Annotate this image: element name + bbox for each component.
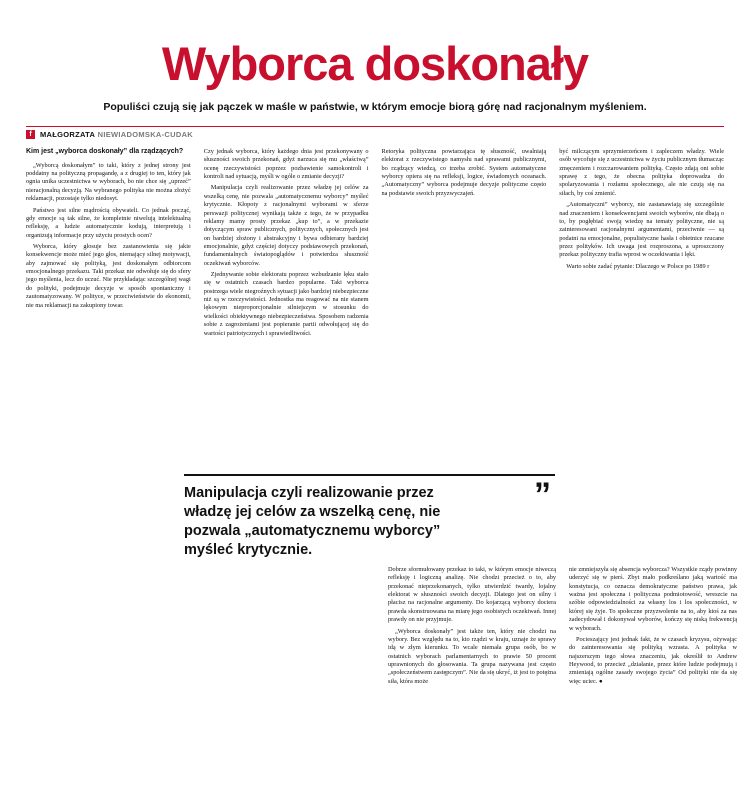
paragraph: Zjednywanie sobie elektoratu poprzez wzbudzanie lęku stało się w ostatnich czasach bardzo popularne. Taki wyborca postrzega wiele niegroźnych sytuacji jako bardziej niebezpieczne niż są w rzeczywistości. Jednostka ma reagować na nie stanem lękowym nieproporcjonalnie silniejszym w stosunku do wielkości obiektywnego niebezpieczeństwa. Sposobem radzenia sobie z zagrożeniami jest popieranie partii odwołującej się do wartości patriotycznych i sprawiedliwości. — [203, 271, 369, 337]
byline-first-name: MAŁGORZATA — [40, 130, 96, 139]
column-2 — [204, 148, 369, 341]
paragraph: nie zmniejszyła się absencja wyborcza? Wszystkie rządy powinny uderzyć się w pierś. Zbyt mało podkreślano jaką wartość ma konstytucja, co oznacza demokratyczne państwo prawa, jak ważna jest społeczna i polityczna podmiotowość, wreszcie na szóbie odpowiedzialności za własny los i los społeczności, w której się żyje. To społeczne przyzwolenie na to, aby ktoś za nas zadecydował i dokonywał wyborów, kończy się niską frekwencją w wyborach. — [569, 566, 737, 632]
paragraph: Państwo jest silne mądrością obywateli. Co jednak począć, gdy emocje są tak silne, że kompletnie niwelują intelektualną refleksję, a ludzie automatycznie kodują, interpretują i organizują informacje przy użyciu prostych ocen? — [26, 206, 191, 239]
paragraph: Retoryka polityczna powtarzająca tę słuszność, uwalniają elektorat z rzeczywistego namysłu nad sprawami publicznymi, bo rządzący wiedzą, co trzeba zrobić. System automatyczne wyborcy opiera się na refleksji, logice, świadomych oceanach. „Automatyczny” wyborca podejmuje decyzje polityczne często na podstawie swoich przyzwyczajeń. — [381, 148, 547, 197]
pull-quote — [184, 474, 555, 559]
page-title: Wyborca doskonały — [161, 37, 589, 90]
quote-mark-icon: ” — [534, 476, 551, 514]
paragraph: „Automatyczni” wyborcy, nie zastanawiają się szczególnie nad znaczeniem i konsekwencjami swoich wyborów, nie dbają o to, by pogłębiać swoją wiedzę na tematy polityczne, nie są zainteresowani racjonalnymi argumentami, przeciwnie — są podatni na emocjonalne, populistyczne hasła i obietnice rzucane przez polityków. Ich uwaga jest rozproszona, a uproszczony przekaz polityczny trafia wprost w oczekiwania i lęki. — [559, 201, 724, 259]
paragraph: „Wyborca doskonały” jest także ten, który nie chodzi na wybory. Bez względu na to, kto rządzi w kraju, uznaje że sprawy idą w złym kierunku. To wcale niemała grupa osób, bo w ostatnich wyborach parlamentarnych to prawie 50 procent uprawnionych do głosowania. Ta grupa nazywana jest często „społeczeństwem zastępczym”. Nie da się ukryć, iż jest to potężna siła, która może — [388, 627, 556, 685]
column-5 — [388, 566, 556, 689]
upper-columns — [26, 148, 724, 341]
byline-text — [40, 130, 193, 139]
paragraph: „Wyborcą doskonałym” to taki, który z jednej strony jest poddatny na polityczną propagandę, a z drugiej to ten, który jak ognia unika uczestnictwa w wyborach, bo nie chce się „uprzeć” nieracjonalną decyzją. Na wybranego polityka nie można złożyć reklamacji, pozostaje tylko niedosyt. — [26, 161, 191, 203]
paragraph: Manipulacja czyli realizowanie przez władzę jej celów za wszelką cenę, nie pozwala „automatycznemu wyborcy” myśleć krytycznie. Kłopoty z racjonalnymi wyborami w sferze perswazji politycznej wynikają także z tego, że w przypadku reklamy mamy prosty przekaz „kup to”, a w przekazie dotyczącym spraw publicznych, politycznych, społecznych jest on bardziej złożony i abstrakcyjny i bywa odbierany bardziej emocjonalnie, gdyż częściej dotyczy podstawowych przekonań, fundamentalnych światopoglądów i potwierdza słuszność oczekiwań wyborców. — [203, 184, 369, 267]
paragraph: Dobrze sformułowany przekaz to taki, w którym emocje niweczą refleksję i logiczną analizę. Nie chodzi przecież o to, aby przekonać nieprzekonanych, tylko utwierdzić twardy, lojalny elektorat w słuszności swoich decyzji. Dlatego jest on silny i płacisz na racjonalne argumenty. Do kojarzącą wyborcy dociera prawda skonstruowana na miarę jego osobistych oczekiwań. Innej prawdy on nie przyjmuje. — [388, 566, 556, 624]
column-6 — [569, 566, 737, 689]
column-4 — [559, 148, 724, 341]
paragraph: Wyborca, który głosuje bez zastanowienia się jakie konsekwencje może mieć jego głos, niemający silnej motywacji, aby zajmować się polityką, jest doskonałym odbiorcom emocjonalnego przekazu. Taki przekaz nie odwołuje się do sfery jego myślenia, lecz do uczuć. Nie przykładając szczególnej wagi do polityki, podejmuje decyzje w sposób spontaniczny i zautomatyzowany. W polityce, w przeciwieństwie do ekonomii, nie ma reklamacji na zakupiony towar. — [26, 242, 191, 309]
pull-quote-text: Manipulacja czyli realizowanie przez władzę jej celów za wszelką cenę, nie pozwala „automatycznemu wyborcy” myśleć krytycznie. — [184, 485, 441, 558]
lower-spacer — [26, 566, 194, 689]
paragraph: być milczącym sprzymierzeńcem i zapleczem władzy. Wiele osób wycofuje się z uczestnictwa w życiu publicznym tłumacząc zmęczeniem i rozczarowaniem polityką. Często zdają oni sobie sprawę z tego, że obecna polityka doprowadza do spolaryzowania i rozłamu społecznego, ale nie czują się na siłach, by coś zmienić. — [559, 148, 724, 197]
paragraph: Czy jednak wyborca, który każdego dnia jest przekonywany o słuszności swoich przekonań, gdyż narzuca się mu „właściwą” ocenę rzeczywistości poprzez pozbawienie samokontroli i kontroli nad sytuacją, myśli w ogóle o zmianie decyzji? — [203, 148, 369, 181]
byline-last-name: NIEWIADOMSKA-CUDAK — [97, 130, 194, 139]
byline-mark-icon: f — [26, 130, 35, 139]
paragraph: Warto sobie zadać pytanie: Dlaczego w Polsce po 1989 r — [566, 262, 710, 270]
column-1 — [26, 148, 191, 341]
column-3 — [382, 148, 547, 341]
byline — [26, 126, 724, 139]
paragraph: Pocieszający jest jednak fakt, że w czasach kryzysu, ożywając do zainteresowania się polityką wzrasta. A polityka w najszerszym tego słowa znaczeniu, jak określił to Andrew Heywood, to przecież „działanie, przez które ludzie podejmują i zmieniają ogólne zasady swojego życia” Od polityki nie da się więc uciec. ● — [569, 635, 737, 685]
section-subhead: Kim jest „wyborca doskonały” dla rządzących? — [26, 148, 184, 155]
lower-spacer-2 — [207, 566, 375, 689]
article-deck: Populiści czują się jak pączek w maśle w państwie, w którym emocje biorą górę nad racjonalnym myśleniem. — [103, 101, 647, 113]
lower-columns — [26, 566, 737, 689]
